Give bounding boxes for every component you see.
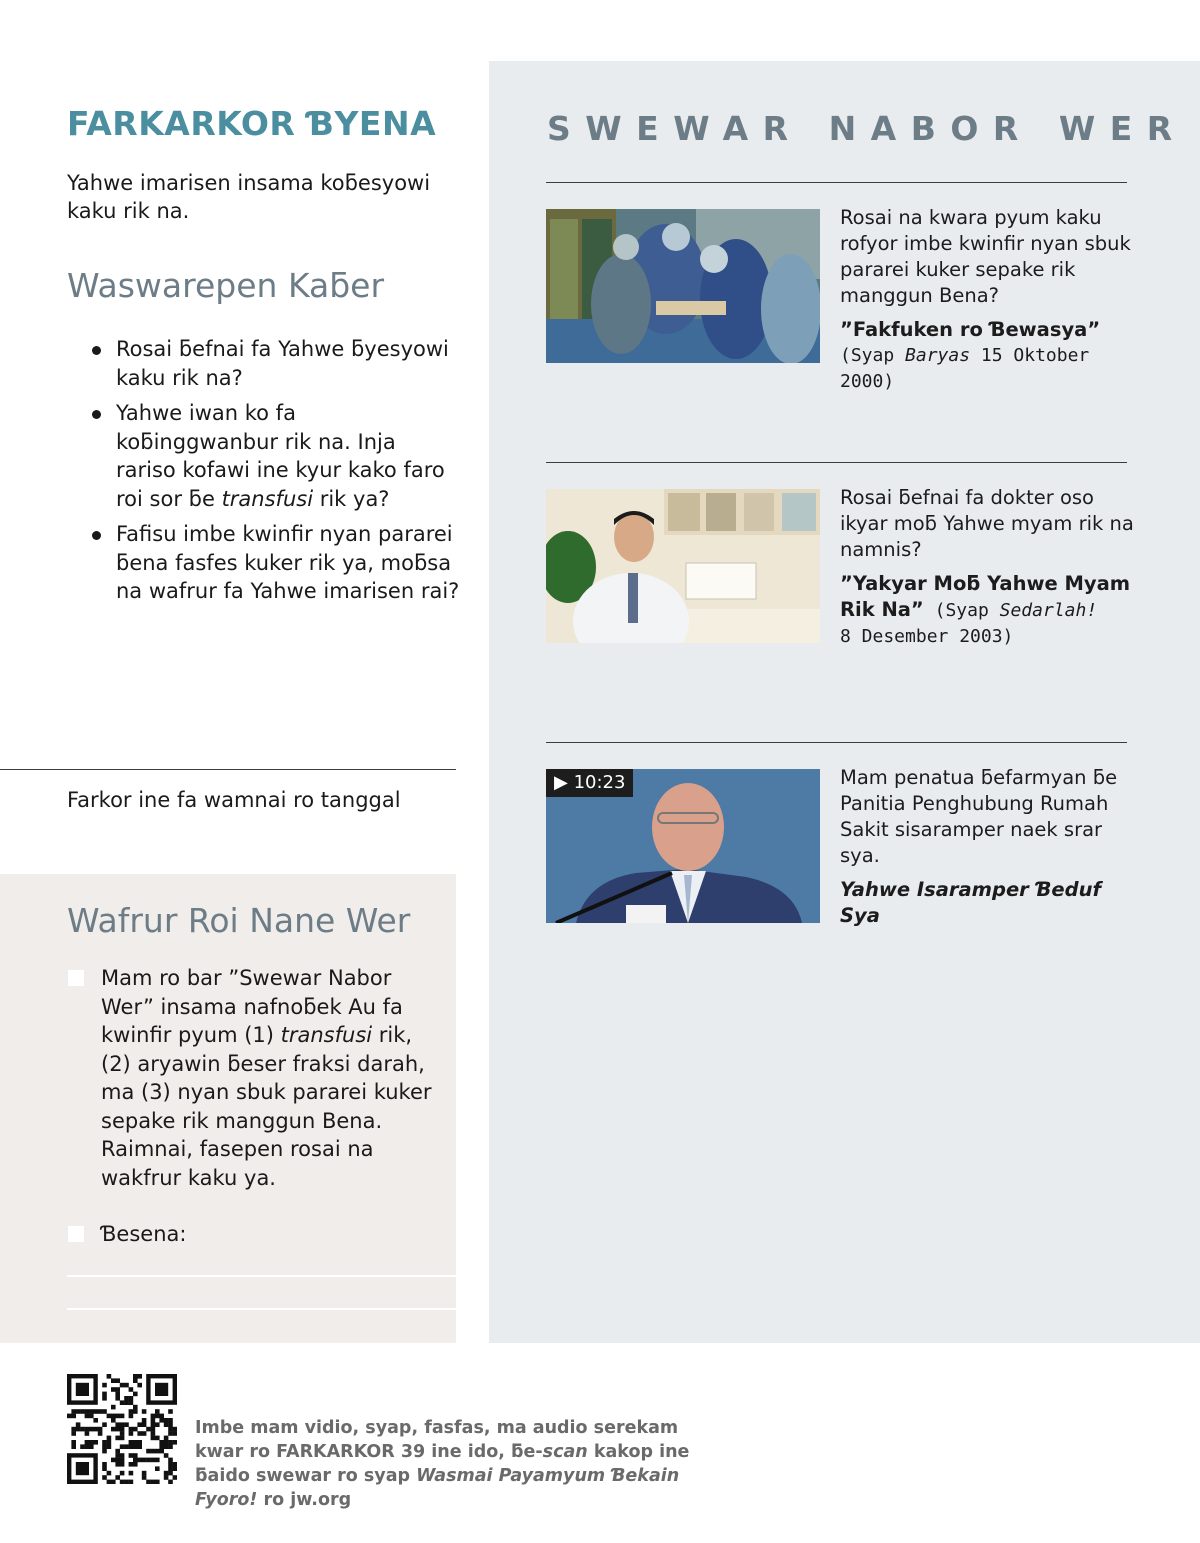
checkbox[interactable] [68, 970, 84, 986]
review-heading: Waswarepen Kaƃer [67, 266, 385, 305]
doctor-photo[interactable] [546, 489, 820, 643]
list-item: Rosai ƃefnai fa Yahwe ƃyesyowi kaku rik na? [92, 335, 462, 392]
explore-heading: SWEWAR NABOR WER [547, 109, 1187, 148]
footer-note: Imbe mam vidio, syap, fasfas, ma audio serekam kwar ro FARKARKOR 39 ine ido, ƃe-scan kakop ine ƃaido swewar ro syap Wasmai Payamyum Ɓekain Fyoro! ro jw.org [195, 1418, 690, 1510]
lesson-title: FARKARKOR ƁYENA [67, 104, 437, 143]
date-label: Farkor ine fa wamnai ro tanggal [67, 788, 401, 812]
lesson-intro: Yahwe imarisen insama koƃesyowi kaku rik na. [67, 171, 431, 223]
divider [0, 769, 456, 770]
explore-item-2 [840, 485, 1140, 650]
goals-box [0, 874, 456, 1343]
goal-text: Mam ro bar ”Swewar Nabor Wer” insama nafnoƃek Au fa kwinfir pyum (1) transfusi rik, (2) aryawin ƃeser fraksi darah, ma (3) nyan sbuk pararei kuker sepake rik manggun Bena. Raimnai, fasepen rosai na wakfrur kaku ya. [101, 966, 432, 1190]
item-title[interactable]: Yahwe Isaramper Ɓeduf Sya [840, 878, 1101, 927]
checkbox[interactable] [68, 1226, 84, 1242]
divider [546, 182, 1127, 183]
divider [546, 462, 1127, 463]
divider [546, 742, 1127, 743]
item-reference: 8 Desember 2003) [840, 626, 1014, 647]
item-title[interactable]: ”Fakfuken ro Ɓewasya” [840, 318, 1101, 341]
item-question: Rosai na kwara pyum kaku rofyor imbe kwinfir nyan sbuk pararei kuker sepake rik manggun Bena? [840, 206, 1131, 307]
item-question: Rosai ƃefnai fa dokter oso ikyar moƃ Yahwe myam rik na namnis? [840, 486, 1134, 561]
item-reference: (Syap Baryas 15 Oktober 2000) [840, 345, 1090, 392]
qr-code-icon[interactable] [67, 1374, 177, 1484]
explore-item-3 [840, 765, 1140, 929]
bullet-icon [92, 346, 101, 355]
item-question: Mam penatua ƃefarmyan ƃe Panitia Penghubung Rumah Sakit sisaramper naek srar sya. [840, 766, 1118, 867]
bullet-icon [92, 410, 101, 419]
video-thumbnail[interactable] [546, 769, 820, 923]
goals-title: Wafrur Roi Nane Wer [67, 901, 411, 940]
bullet-icon [92, 531, 101, 540]
video-duration-badge: ▶ 10:23 [546, 769, 633, 797]
list-item: Yahwe iwan ko fa koƃinggwanbur rik na. Inja rariso kofawi ine kyur kako faro roi sor ƃe transfusi rik ya? [92, 399, 462, 513]
list-item: Fafisu imbe kwinfir nyan pararei ƃena fasfes kuker rik ya, moƃsa na wafrur fa Yahwe imarisen rai? [92, 520, 462, 606]
goal-other-label: Ɓesena: [101, 1222, 187, 1246]
write-line[interactable] [67, 1275, 456, 1277]
review-questions [92, 335, 462, 613]
surgery-photo[interactable] [546, 209, 820, 363]
item-title[interactable]: ”Yakyar Moƃ Yahwe Myam Rik Na” (Syap Sedarlah! [840, 572, 1131, 621]
write-line[interactable] [67, 1308, 456, 1310]
explore-item-1 [840, 205, 1140, 395]
